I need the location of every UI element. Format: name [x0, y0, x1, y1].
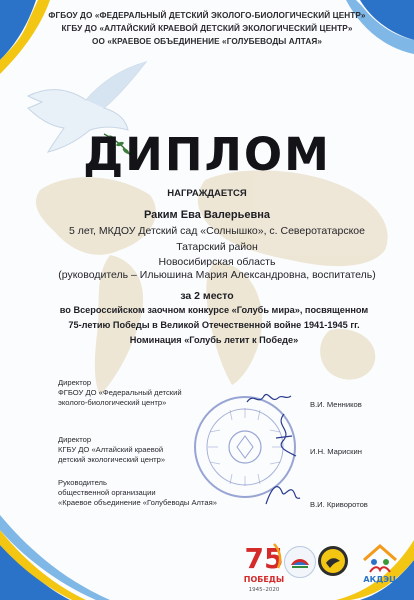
contest-line-1: во Всероссийском заочном конкурсе «Голубь мира», посвященном — [59, 305, 369, 315]
signatory-1-line2: ФГБОУ ДО «Федеральный детский — [58, 388, 182, 397]
signatory-1-name: В.И. Менников — [310, 400, 362, 409]
signatory-1 — [58, 378, 182, 408]
signatory-3 — [58, 478, 217, 508]
recipient-details-4: (руководитель – Ильюшина Мария Александровна, воспитатель) — [58, 269, 376, 281]
recipient-details-2: Татарский район — [176, 241, 258, 253]
org-line-2: КГБУ ДО «АЛТАЙСКИЙ КРАЕВОЙ ДЕТСКИЙ ЭКОЛОГИЧЕСКИЙ ЦЕНТР» — [61, 24, 353, 33]
signatory-2 — [58, 435, 165, 465]
awarded-label: НАГРАЖДАЕТСЯ — [167, 188, 247, 199]
akdec-logo — [358, 538, 402, 584]
victory-number: 75 — [244, 542, 284, 575]
akdec-label: АКДЭЦ — [363, 575, 397, 584]
signature-icon — [244, 388, 294, 408]
pigeon-club-logo — [318, 546, 348, 576]
recipient-name: Раким Ева Валерьевна — [143, 209, 271, 221]
signatory-2-name: И.Н. Марискин — [310, 447, 362, 456]
signatory-3-line2: общественной организации — [58, 488, 156, 497]
signatory-2-line2: КГБУ ДО «Алтайский краевой — [58, 445, 164, 454]
place-label: за 2 место — [180, 290, 234, 302]
diploma-title: ДИПЛОМ — [83, 128, 331, 181]
eco-center-logo — [284, 546, 316, 578]
signatory-1-line1: Директор — [58, 378, 92, 387]
signatory-2-line3: детский экологический центр» — [58, 455, 166, 464]
recipient-details-1: 5 лет, МКДОУ Детский сад «Солнышко», с. Северотатарское — [69, 225, 365, 237]
victory-years: 1945–2020 — [248, 587, 280, 593]
pigeon-icon — [318, 546, 348, 576]
org-line-1: ФГБОУ ДО «ФЕДЕРАЛЬНЫЙ ДЕТСКИЙ ЭКОЛОГО-БИОЛОГИЧЕСКИЙ ЦЕНТР» — [48, 11, 366, 20]
contest-line-2: 75-летию Победы в Великой Отечественной войне 1941-1945 гг. — [68, 320, 360, 330]
signatory-3-line3: «Краевое объединение «Голубеводы Алтая» — [58, 498, 217, 507]
signature-icon — [268, 412, 302, 458]
victory-label: ПОБЕДЫ — [243, 575, 285, 584]
signature-icon — [262, 478, 302, 508]
signatory-1-line3: эколого-биологический центр» — [58, 398, 167, 407]
signatory-3-name: В.И. Криворотов — [310, 500, 368, 509]
eco-center-emblem-icon — [285, 547, 315, 577]
recipient-details-3: Новосибирская область — [158, 256, 276, 268]
org-line-3: ОО «КРАЕВОЕ ОБЪЕДИНЕНИЕ «ГОЛУБЕВОДЫ АЛТАЯ» — [92, 37, 322, 46]
contest-line-3: Номинация «Голубь летит к Победе» — [129, 335, 299, 345]
signatory-2-line1: Директор — [58, 435, 92, 444]
signatory-3-line1: Руководитель — [58, 478, 107, 487]
